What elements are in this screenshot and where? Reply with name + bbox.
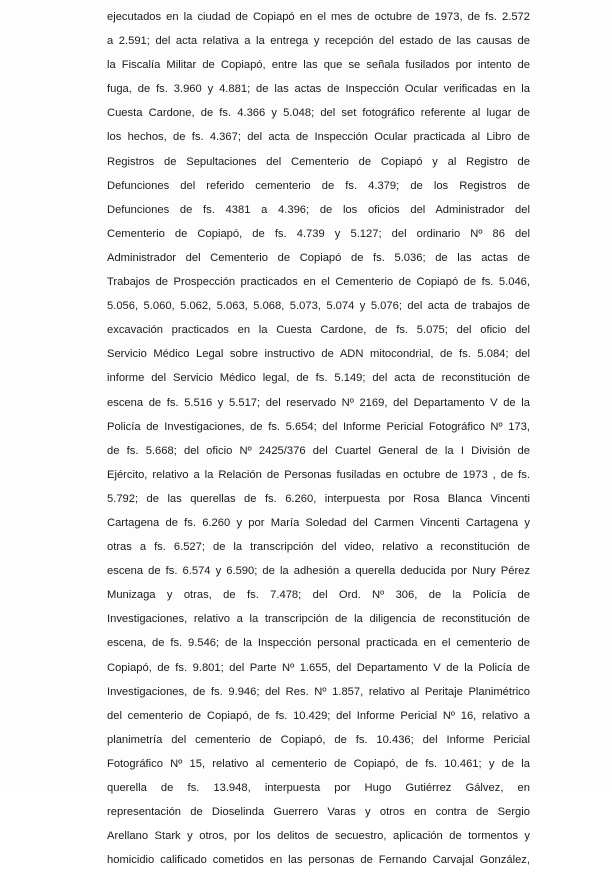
text-line: a 2.591; del acta relativa a la entrega y recepción del estado de las causas de [107,35,530,48]
text-line: del cementerio de Copiapó, de fs. 10.429; del Informe Pericial Nº 16, relativo a [107,709,530,722]
text-line: Munizaga y otras, de fs. 7.478; del Ord. Nº 306, de la Policía de [107,589,530,602]
text-line: Defunciones de fs. 4381 a 4.396; de los oficios del Administrador del [107,203,530,216]
text-line: otras a fs. 6.527; de la transcripción del video, relativo a reconstitución de [107,541,530,554]
text-line: 5.792; de las querellas de fs. 6.260, interpuesta por Rosa Blanca Vincenti [107,492,530,505]
text-line: Copiapó, de fs. 9.801; del Parte Nº 1.655, del Departamento V de la Policía de [107,661,530,674]
text-line: Cartagena de fs. 6.260 y por María Soledad del Carmen Vincenti Cartagena y [107,516,530,529]
text-line: la Fiscalía Militar de Copiapó, entre las que se señala fusilados por intento de [107,59,530,72]
text-line: Investigaciones, de fs. 9.946; del Res. Nº 1.857, relativo al Peritaje Planimétrico [107,685,530,698]
text-line: Policía de Investigaciones, de fs. 5.654; del Informe Pericial Fotográfico Nº 173, [107,420,530,433]
text-line: Trabajos de Prospección practicados en el Cementerio de Copiapó de fs. 5.046, [107,276,530,289]
text-line: Defunciones del referido cementerio de fs. 4.379; de los Registros de [107,179,530,192]
text-line: escena de fs. 6.574 y 6.590; de la adhesión a querella deducida por Nury Pérez [107,565,530,578]
text-line: escena, de fs. 9.546; de la Inspección personal practicada en el cementerio de [107,637,530,650]
text-line: Investigaciones, relativo a la transcripción de la diligencia de reconstitución de [107,613,530,626]
text-line: de fs. 5.668; del oficio Nº 2425/376 del Cuartel General de la I División de [107,444,530,457]
text-line: querella de fs. 13.948, interpuesta por Hugo Gutiérrez Gálvez, en [107,782,530,794]
text-line: planimetría del cementerio de Copiapó, de fs. 10.436; del Informe Pericial [107,733,530,746]
text-line: Arellano Stark y otros, por los delitos de secuestro, aplicación de tormentos y [107,830,530,843]
text-line: 5.056, 5.060, 5.062, 5.063, 5.068, 5.073, 5.074 y 5.076; del acta de trabajos de [107,300,530,313]
text-line: Registros de Sepultaciones del Cementerio de Copiapó y al Registro de [107,155,530,168]
text-line: excavación practicados en la Cuesta Cardone, de fs. 5.075; del oficio del [107,324,530,337]
text-line: escena de fs. 5.516 y 5.517; del reservado Nº 2169, del Departamento V de la [107,396,530,409]
text-line: fuga, de fs. 3.960 y 4.881; de las actas de Inspección Ocular verificadas en la [107,83,530,96]
text-line: los hechos, de fs. 4.367; del acta de Inspección Ocular practicada al Libro de [107,131,530,144]
text-line: Ejército, relativo a la Relación de Personas fusiladas en octubre de 1973 , de fs. [107,468,530,481]
text-line: homicidio calificado cometidos en las personas de Fernando Carvajal González, [107,854,530,867]
text-line: Administrador del Cementerio de Copiapó de fs. 5.036; de las actas de [107,251,530,264]
text-line: ejecutados en la ciudad de Copiapó en el mes de octubre de 1973, de fs. 2.572 [107,11,530,23]
body-text [107,5,530,872]
text-line: informe del Servicio Médico legal, de fs. 5.149; del acta de reconstitución de [107,372,530,385]
text-line: Cuesta Cardone, de fs. 4.366 y 5.048; del set fotográfico referente al lugar de [107,107,530,120]
text-line: Servicio Médico Legal sobre instructivo de ADN mitocondrial, de fs. 5.084; del [107,348,530,361]
text-line: Fotográfico Nº 15, relativo al cementerio de Copiapó, de fs. 10.461; y de la [107,757,530,770]
text-line: Cementerio de Copiapó, de fs. 4.739 y 5.127; del ordinario Nº 86 del [107,227,530,240]
text-line: representación de Dioselinda Guerrero Varas y otros en contra de Sergio [107,806,530,819]
